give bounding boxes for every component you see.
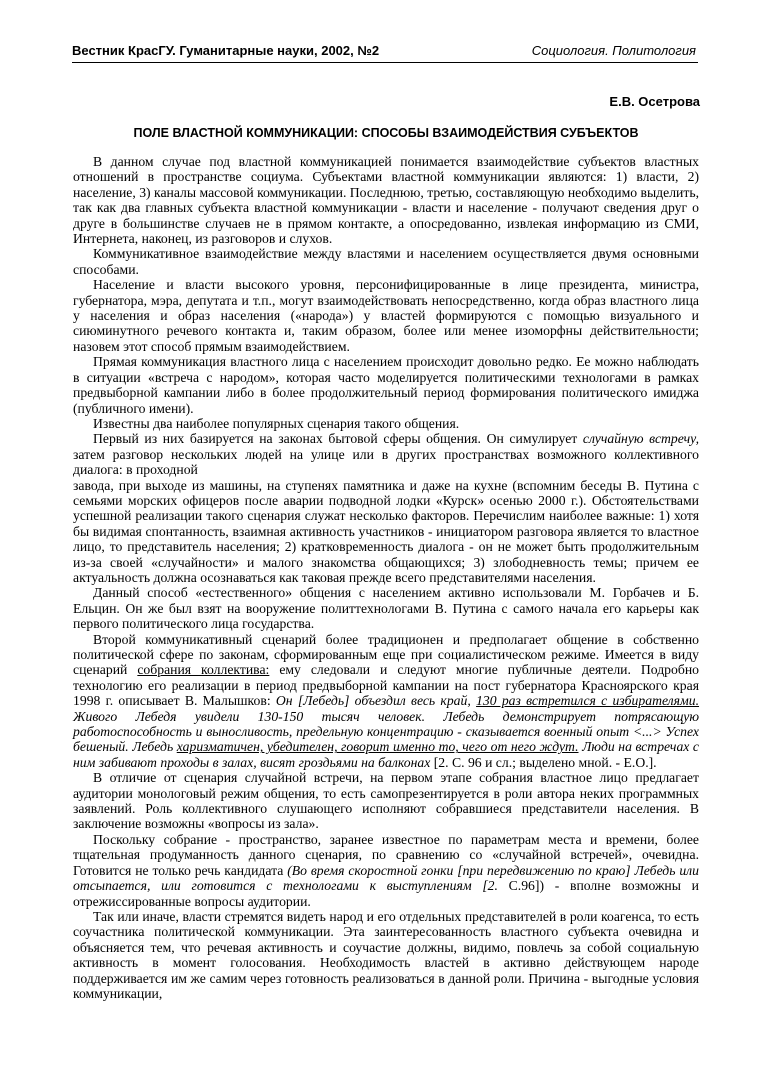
quote-part-2: Живого Лебедя увидели 130-150 тысяч человек. Лебедь демонстрирует потрясающую работоспособность и выносливость, предельную концентрацию - сказывается военный опыт <...> Успех бешеный. Лебедь [73,708,699,755]
paragraph-2: Коммуникативное взаимодействие между властями и населением осуществляется двумя основными способами. [73,246,699,277]
paragraph-6-continuation: затем разговор нескольких людей на улице или в других пространствах возможного коллективного диалога: в проходной [73,446,699,478]
paragraph-6 [73,431,699,477]
paragraph-3: Население и власти высокого уровня, персонифицированные в лице президента, министра, губернатора, мэра, депутата и т.п., могут взаимодействовать непосредственно, когда образ властного лица у населения и образ населения («народа») у властей формируются с помощью визуального и сиюминутного речевого контакта и, таким образом, более или менее изоморфны действительности; назовем этот способ прямым взаимодействием. [73,277,699,354]
running-header [72,43,696,63]
paragraph-7: завода, при выходе из машины, на ступенях памятника и даже на кухне (вспомним беседы В. Путина с семьями морских офицеров после аварии подводной лодки «Курск» осенью 2000 г.). Обстоятельствами успешной реализации такого сценария служат несколько факторов. Перечислим наиболее важные: 1) хотя бы видимая спонтанность, взаимная активность участников - инициатором разговора является то властное лицо, то представитель населения; 2) кратковременность диалога - он не может быть продолжительным из-за своей «случайности» и малого знакомства общающихся; 3) злободневность темы; причем ее актуальность должна осознаваться как таковая прежде всего представителями населения. [73,477,699,585]
paragraph-11-quote: (Во время скоростной гонки [при передвижению по краю] Лебедь или отсыпается, или готовится с технологами к выступлениям [2. [73,862,699,894]
random-meeting-emphasis: случайную встречу, [582,431,699,447]
quote-part-3: Люди на встречах с ним забивают проходы в залах, висят гроздьями на балконах [73,739,700,770]
citation-reference: [2. С. 96 и сл.; выделено мной. - Е.О.]. [433,754,657,770]
journal-title: Вестник КрасГУ. Гуманитарные науки, 2002, №2 [72,43,380,58]
article-title: ПОЛЕ ВЛАСТНОЙ КОММУНИКАЦИИ: СПОСОБЫ ВЗАИМОДЕЙСТВИЯ СУБЪЕКТОВ [133,126,639,140]
quote-highlight-2: харизматичен, убедителен, говорит именно то, чего от него ждут. [176,739,579,755]
paragraph-11-continuation: С.96]) - вполне возможны и отрежиссированные вопросы аудитории. [73,878,699,909]
meeting-scenario-term: собрания коллектива: [137,662,270,678]
paragraph-12: Так или иначе, власти стремятся видеть народ и его отдельных представителей в роли коагенса, то есть соучастника политической коммуникации. Эта заинтересованность властного субъекта очевидна и объясняется тем, что речевая активность и соучастие должны, видимо, повлечь за собой социальную активность в момент голосования. Необходимость властей в активно действующем народе поддерживается им же самим через готовность реализоваться в данной роли. Причина - выгодные условия коммуникации, [73,908,699,1001]
header-rule [72,62,698,63]
article-body [73,154,699,1001]
paragraph-9 [73,632,699,771]
paragraph-11-text: Поскольку собрание - пространство, заранее известное по параметрам места и времени, более тщательная продуманность данного сценария, по сравнению со «случайной встречей», очевидна. Готовится не только речь кандидата [73,831,699,878]
paragraph-9-text: Второй коммуникативный сценарий более традиционен и предполагает общение в собственно политической сфере по законам, сформированным еще при социалистическом режиме. Имеется в виду сценарий [73,631,699,678]
paragraph-8: Данный способ «естественного» общения с населением активно использовали М. Горбачев и Б. Ельцин. Он же был взят на вооружение политтехнологами В. Путина с самого начала его карьеры как первого политического лица государства. [73,585,699,632]
author-name: Е.В. Осетрова [609,94,700,109]
paragraph-4: Прямая коммуникация властного лица с населением происходит довольно редко. Ее можно наблюдать в ситуации «встреча с народом», которая часто моделируется политическими технологами в рамках предвыборной кампании либо в более продолжительный период формирования политического имиджа (публичного имени). [73,354,699,416]
quote-highlight-1: 130 раз встретился с избирателями. [476,693,700,709]
paragraph-9-intro: ему следовали и следуют многие публичные деятели. Подробно технологию его реализации в период предвыборной кампании на пост губернатора Красноярского края 1998 г. описывает В. Малышков: [73,662,699,709]
paragraph-11 [73,832,699,909]
section-title: Социология. Политология [531,43,696,58]
quote-part-1: Он [Лебедь] объездил весь край, [275,693,471,709]
paragraph-5: Известны два наиболее популярных сценария такого общения. [93,415,460,431]
paragraph-10: В отличие от сценария случайной встречи, на первом этапе собрания властное лицо предлагает аудитории монологовый режим общения, то есть самопрезентируется в роли автора неких программных заявлений. Роль коллективного слушающего исполняют собравшиеся представители населения. В заключение возможны «вопросы из зала». [73,770,699,832]
paragraph-6-text: Первый из них базируется на законах бытовой сферы общения. Он симулирует [93,431,578,447]
paragraph-1: В данном случае под властной коммуникацией понимается взаимодействие субъектов властных отношений в пространстве социума. Субъектами властной коммуникации являются: 1) власти, 2) население, 3) каналы массовой коммуникации. Последнюю, третью, составляющую необходимо выделить, так как два главных субъекта властной коммуникации - власти и население - получают сведения друг о друге в большинстве случаев не в прямом контакте, а опосредованно, извлекая информацию из СМИ, Интернета, наконец, из разговоров и слухов. [73,154,700,247]
